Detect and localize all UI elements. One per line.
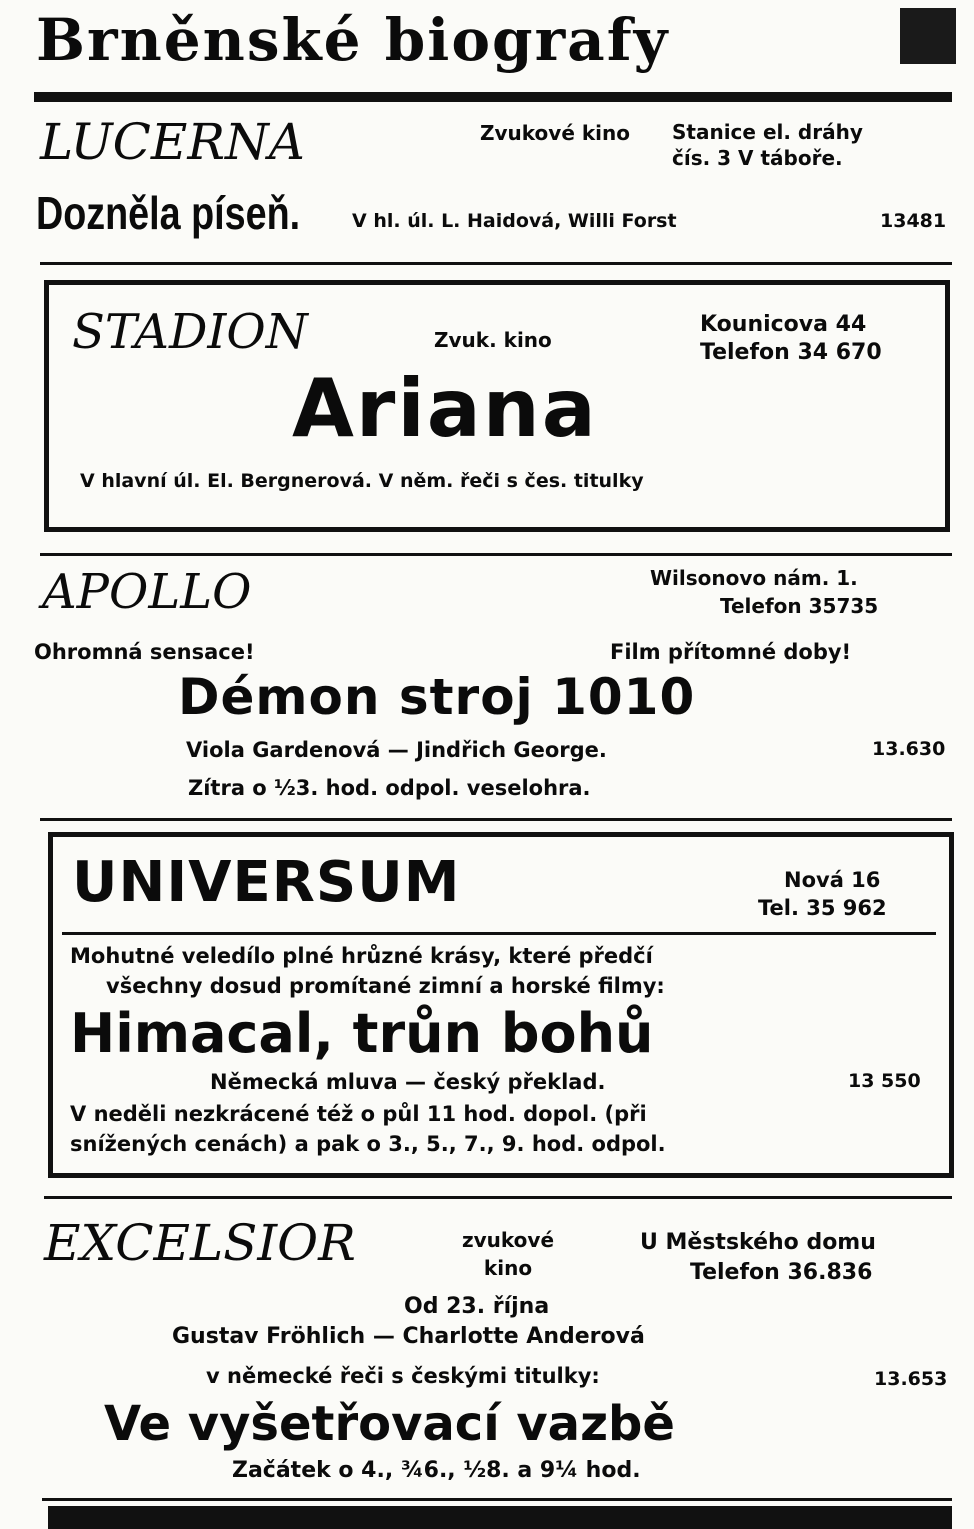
divider [40, 262, 952, 265]
universum-desc-2: všechny dosud promítané zimní a horské filmy: [106, 974, 665, 998]
next-ad-edge [48, 1506, 952, 1529]
apollo-film: Démon stroj 1010 [178, 668, 696, 726]
excelsior-lang: v německé řeči s českými titulky: [206, 1364, 600, 1388]
excelsior-date: Od 23. října [404, 1294, 550, 1319]
universum-code: 13 550 [848, 1070, 921, 1092]
stadion-address-2: Telefon 34 670 [700, 340, 882, 365]
lucerna-kind: Zvukové kino [480, 121, 630, 145]
universum-address-1: Nová 16 [784, 868, 881, 892]
stadion-address-1: Kounicova 44 [700, 312, 867, 337]
excelsior-times: Začátek o 4., ¾6., ½8. a 9¼ hod. [232, 1458, 641, 1483]
excelsior-address-1: U Městského domu [640, 1230, 876, 1255]
excelsior-film: Ve vyšetřovací vazbě [104, 1396, 675, 1452]
universum-address-2: Tel. 35 962 [758, 896, 887, 920]
lucerna-name: LUCERNA [40, 113, 305, 171]
apollo-name: APOLLO [42, 564, 252, 620]
header-rule [34, 92, 952, 102]
apollo-tag-right: Film přítomné doby! [610, 640, 852, 664]
apollo-code: 13.630 [872, 738, 946, 760]
excelsior-kind-2: kino [483, 1256, 533, 1280]
excelsior-kind-1: zvukové [461, 1228, 555, 1252]
excelsior-cast: Gustav Fröhlich — Charlotte Anderová [172, 1324, 645, 1349]
excelsior-address-2: Telefon 36.836 [690, 1260, 873, 1285]
apollo-address-1: Wilsonovo nám. 1. [650, 566, 858, 590]
stadion-film: Ariana [292, 362, 598, 455]
corner-emblem [900, 8, 956, 64]
universum-note-1: V neděli nezkrácené též o půl 11 hod. dopol. (při [70, 1102, 647, 1126]
universum-desc-1: Mohutné veledílo plné hrůzné krásy, které předčí [70, 944, 653, 968]
excelsior-code: 13.653 [874, 1368, 948, 1390]
excelsior-name: EXCELSIOR [44, 1214, 356, 1272]
lucerna-address-2: čís. 3 V táboře. [672, 146, 843, 170]
page-title: Brněnské biografy [36, 6, 670, 74]
apollo-note: Zítra o ½3. hod. odpol. veselohra. [188, 776, 591, 800]
lucerna-address-1: Stanice el. dráhy [672, 120, 863, 144]
universum-note-2: snížených cenách) a pak o 3., 5., 7., 9. hod. odpol. [70, 1132, 666, 1156]
divider [44, 1196, 952, 1199]
universum-name: UNIVERSUM [72, 850, 461, 915]
apollo-cast: Viola Gardenová — Jindřich George. [186, 738, 607, 762]
divider [40, 553, 952, 556]
divider [40, 818, 952, 821]
stadion-name: STADION [72, 304, 308, 360]
universum-film: Himacal, trůn bohů [70, 1002, 654, 1065]
universum-lang: Německá mluva — český překlad. [210, 1070, 606, 1094]
divider [62, 932, 936, 935]
stadion-cast: V hlavní úl. El. Bergnerová. V něm. řeči s čes. titulky [80, 470, 644, 492]
divider [42, 1498, 952, 1501]
lucerna-code: 13481 [880, 210, 947, 232]
stadion-kind: Zvuk. kino [434, 328, 552, 352]
apollo-tag-left: Ohromná sensace! [34, 640, 255, 664]
apollo-address-2: Telefon 35735 [720, 594, 879, 618]
lucerna-cast: V hl. úl. L. Haidová, Willi Forst [352, 210, 677, 232]
lucerna-film: Dozněla píseň. [36, 187, 301, 239]
